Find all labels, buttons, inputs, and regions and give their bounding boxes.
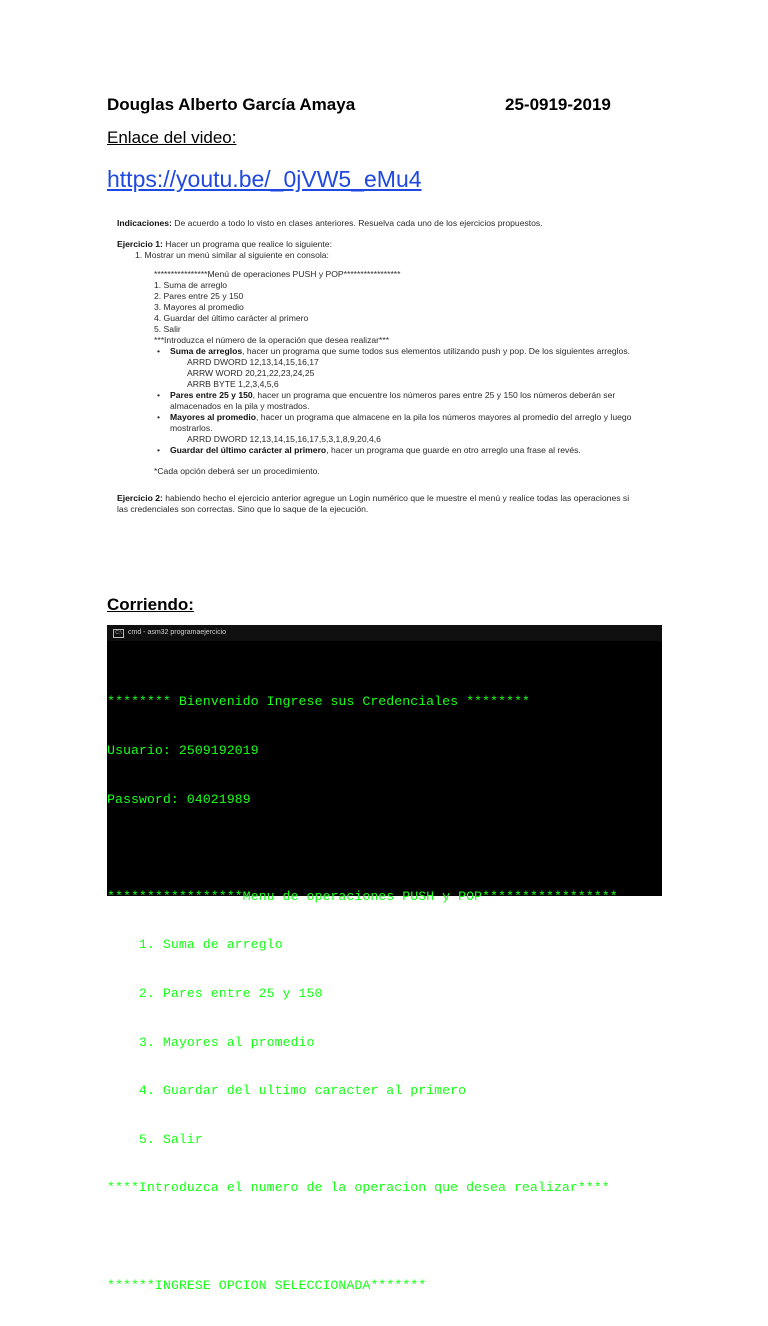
terminal-titlebar xyxy=(107,625,662,641)
assignment-image xyxy=(117,218,637,515)
indicaciones-label: Indicaciones: xyxy=(117,218,172,228)
terminal-line: Password: 04021989 xyxy=(107,791,251,807)
indicaciones-text: De acuerdo a todo lo visto en clases anteriores. Resuelva cada uno de los ejercicios propuestos. xyxy=(171,218,543,228)
ejercicio1-line xyxy=(117,239,637,250)
array-line: ARRD DWORD 12,13,14,15,16,17 xyxy=(187,357,319,367)
terminal-line: 3. Mayores al promedio xyxy=(107,1034,315,1050)
menu-item: 5. Salir xyxy=(154,324,181,334)
bullet-title: Guardar del último carácter al primero xyxy=(170,445,327,455)
bullet-title: Pares entre 25 y 150 xyxy=(170,390,253,400)
menu-item: 4. Guardar del último carácter al primero xyxy=(154,313,309,323)
ejercicio2-label: Ejercicio 2: xyxy=(117,493,163,503)
bullet-title: Mayores al promedio xyxy=(170,412,256,422)
bullet-mayores xyxy=(117,412,637,434)
array-line: ARRD DWORD 12,13,14,15,16,17,5,3,1,8,9,20,4,6 xyxy=(187,434,381,444)
terminal-line: *****************Menu de operaciones PUSH y POP***************** xyxy=(107,888,618,904)
ejercicio2-text: habiendo hecho el ejercicio anterior agregue un Login numérico que le muestre el menú y realice todas las operaciones si las credenciales son correctas. Sino que lo saque de la ejecución. xyxy=(117,493,630,514)
terminal-line: Usuario: 2509192019 xyxy=(107,743,259,758)
student-id: 25-0919-2019 xyxy=(505,95,611,114)
terminal-line: ******** Bienvenido Ingrese sus Credenciales ******** xyxy=(107,694,530,710)
menu-item: 3. Mayores al promedio xyxy=(154,302,244,312)
terminal-title: cmd - asm32 programaejercicio xyxy=(128,629,227,636)
ejercicio1-label: Ejercicio 1: xyxy=(117,239,163,249)
ejercicio2-line xyxy=(117,493,637,515)
terminal-line: 4. Guardar del ultimo caracter al primero xyxy=(107,1083,467,1099)
terminal-line: 2. Pares entre 25 y 150 xyxy=(107,985,323,1001)
ejercicio1-text: Hacer un programa que realice lo siguiente: xyxy=(162,239,332,249)
bullet-text: , hacer un programa que guarde en otro arreglo una frase al revés. xyxy=(326,445,581,455)
author-name: Douglas Alberto García Amaya xyxy=(107,95,356,114)
terminal-output xyxy=(107,641,662,1326)
running-label: Corriendo: xyxy=(107,595,194,614)
video-link[interactable]: https://youtu.be/_0jVW5_eMu4 xyxy=(107,166,422,192)
bullet-pares xyxy=(117,390,637,412)
terminal-line: ******INGRESE OPCION SELECCIONADA******* xyxy=(107,1277,427,1293)
menu-header: ****************Menú de operaciones PUSH y POP***************** xyxy=(154,269,401,279)
terminal-line: 1. Suma de arreglo xyxy=(107,937,283,953)
procedure-note: *Cada opción deberá ser un procedimiento. xyxy=(154,466,320,476)
array-line: ARRW WORD 20,21,22,23,24,25 xyxy=(187,368,315,378)
terminal-line xyxy=(107,1229,662,1245)
cmd-icon: C:\ xyxy=(113,629,124,638)
terminal-line: ****Introduzca el numero de la operacion que desea realizar**** xyxy=(107,1180,610,1196)
terminal-screenshot xyxy=(107,625,662,1293)
bullet-suma xyxy=(117,346,637,357)
array-line: ARRB BYTE 1,2,3,4,5,6 xyxy=(187,379,279,389)
menu-item: 2. Pares entre 25 y 150 xyxy=(154,291,244,301)
menu-item: 1. Suma de arreglo xyxy=(154,280,228,290)
bullet-guardar xyxy=(117,445,637,456)
bullet-text: , hacer un programa que sume todos sus elementos utilizando push y pop. De los siguientes arreglos. xyxy=(242,346,631,356)
terminal-line xyxy=(107,840,662,856)
indicaciones-line xyxy=(117,218,637,229)
terminal-line: 5. Salir xyxy=(107,1131,203,1147)
bullet-text: , hacer un programa que almacene en la pila los números mayores al promedio del arreglo y luego mostrarlos. xyxy=(170,412,632,433)
bullet-text: , hacer un programa que encuentre los números pares entre 25 y 150 los números deberán ser almacenados en la pila y mostrados. xyxy=(170,390,616,411)
video-label: Enlace del video: xyxy=(107,128,237,147)
menu-prompt: ***Introduzca el número de la operación que desea realizar*** xyxy=(154,335,390,345)
step-1: 1. Mostrar un menú similar al siguiente en consola: xyxy=(135,250,329,260)
bullet-title: Suma de arreglos xyxy=(170,346,243,356)
